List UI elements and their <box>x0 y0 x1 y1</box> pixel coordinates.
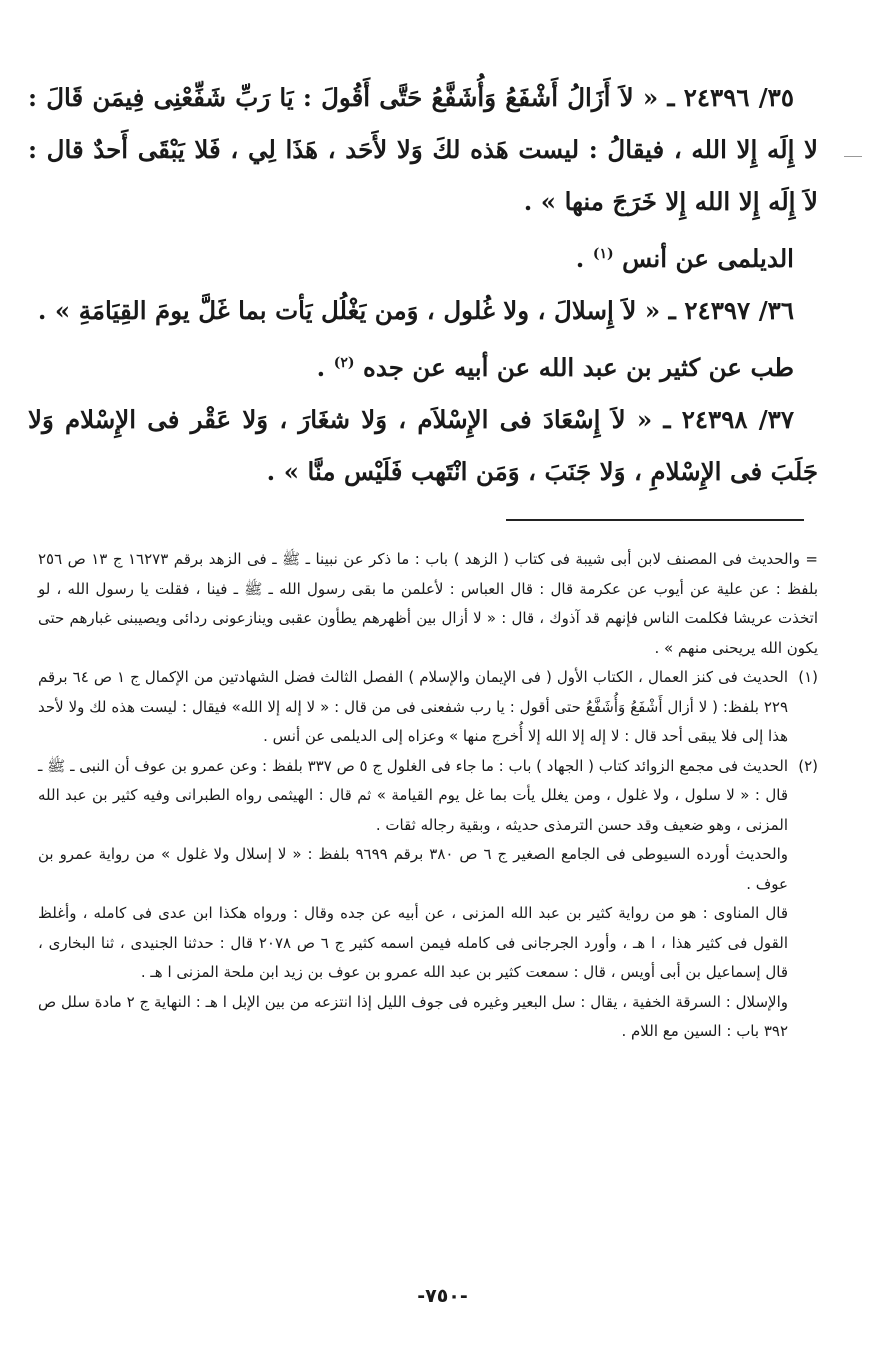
footnote-2-paragraph-4: والإسلال : السرقة الخفية ، يقال : سل البعير وغيره فى جوف الليل إذا انتزعه من بين الإبل ا هـ : النهاية ج ٢ مادة سلل ص ٣٩٢ باب : السين مع اللام . <box>38 992 788 1040</box>
footnotes-block <box>38 545 818 1047</box>
source-35 <box>28 228 818 285</box>
footnote-continuation: = والحديث فى المصنف لابن أبى شيبة فى كتاب ( الزهد ) باب : ما ذكر عن نبينا ـ ﷺ ـ فى الزهد برقم ١٦٢٧٣ ج ١٣ ص ٢٥٦ بلفظ : عن علية عن أيوب عن عكرمة قال : قال العباس : لأعلمن ما بقى رسول الله ـ ﷺ ـ فينا ، فقلت يا رسول الله ، لو اتخذت عريشا فكلمت الناس فإنهم قد آذوك ، قال : « لا أزال بين أظهرهم يطأون عقبى وينازعونى ردائى ويصيبنى غبارهم حتى يكون الله يريحنى منهم » . <box>38 550 819 657</box>
source-36-text: طب عن كثير بن عبد الله عن أبيه عن جده <box>363 353 794 383</box>
hadith-35: ٣٥/ ٢٤٣٩٦ ـ « لاَ أَزَالُ أَشْفَعُ وَأُشَفَّعُ حَتَّى أَقُولَ : يَا رَبِّ شَفِّعْنِى فِيمَن قَالَ : لا إِلَه إِلا الله ، فيقالُ : ليست هَذه لكَ وَلا لأَحَد ، هَذَا لِي ، فَلا يَبْقَى أَحدٌ قال : لاَ إِلَه إِلا الله إِلا خَرَجَ منها » . <box>28 83 818 216</box>
footnote-1 <box>38 663 818 752</box>
hadith-36: ٣٦/ ٢٤٣٩٧ ـ « لاَ إِسلالَ ، ولا غُلول ، وَمن يَغْلُل يَأت بما غَلَّ يومَ القِيَامَةِ » . <box>37 296 794 326</box>
footnote-ref-2: (٢) <box>333 355 355 372</box>
footnote-divider <box>506 519 804 521</box>
margin-mark <box>844 156 862 157</box>
source-36-end: . <box>316 353 326 383</box>
main-text-block <box>28 72 818 498</box>
footnote-2 <box>38 752 818 841</box>
footnote-ref-1: (١) <box>592 246 614 262</box>
footnote-2-paragraph-3: قال المناوى : هو من رواية كثير بن عبد الله المزنى ، عن أبيه عن جده وقال : ورواه هكذا ابن عدى فى كامله ، وأغلظ القول فى كثير هذا ، ا هـ ، وأورد الجرجانى فى كامله فيمن اسمه كثير ج ٦ ص ٢٠٧٨ قال : حدثنا الجنيدى ، ثنا البخارى ، قال إسماعيل بن أبى أويس ، قال : سمعت كثير بن عبد الله عمرو بن عوف بن زيد ابن ملحة المزنى ا هـ . <box>38 904 788 981</box>
source-35-text: الديلمى عن أنس <box>622 244 794 274</box>
source-35-end: . <box>575 244 585 274</box>
footnote-2-number: (٢) <box>798 756 818 775</box>
source-36 <box>28 337 818 394</box>
footnote-2-paragraph-2: والحديث أورده السيوطى فى الجامع الصغير ج ٦ ص ٣٨٠ برقم ٩٦٩٩ بلفظ : « لا إسلال ولا غلول » من رواية عمرو بن عوف . <box>38 845 788 893</box>
page-number: -٧٥٠- <box>417 1285 468 1307</box>
footnote-2-text: الحديث فى مجمع الزوائد كتاب ( الجهاد ) باب : ما جاء فى الغلول ج ٥ ص ٣٣٧ بلفظ : وعن عمرو بن عوف أن النبى ـ ﷺ ـ قال : « لا سلول ، ولا غلول ، ومن يغلل يأت بما غل يوم القيامة » ثم قال : الهيثمى رواه الطبرانى وفيه كثير بن عبد الله المزنى ، وهو ضعيف وقد حسن الترمذى حديثه ، وبقية رجاله ثقات . <box>38 756 789 834</box>
footnote-1-number: (١) <box>798 668 818 686</box>
hadith-37: ٣٧/ ٢٤٣٩٨ ـ « لاَ إِسْعَادَ فى الإِسْلاَم ، وَلا شغَارَ ، وَلا عَقْر فى الإِسْلام وَلا جَلَبَ فى الإِسْلامِ ، وَلا جَنَبَ ، وَمَن انْتَهب فَلَيْس منَّا » . <box>28 405 818 487</box>
footnote-1-text: الحديث فى كنز العمال ، الكتاب الأول ( فى الإيمان والإسلام ) الفصل الثالث فضل الشهادتين من الإكمال ج ١ ص ٦٤ برقم ٢٢٩ بلفظ: ( لا أزال أَشْفَعُ وَأُشَفَّعُ حتى أقول : يا رب شفعنى فى من قال : « لا إله إلا الله» فيقال : ليست هذه لك ولا لأحد هذا إلى فلا يبقى أحد قال : لا إله إلا الله إلا أُخرج منها » وعزاه إلى الديلمى عن أنس . <box>38 668 789 745</box>
